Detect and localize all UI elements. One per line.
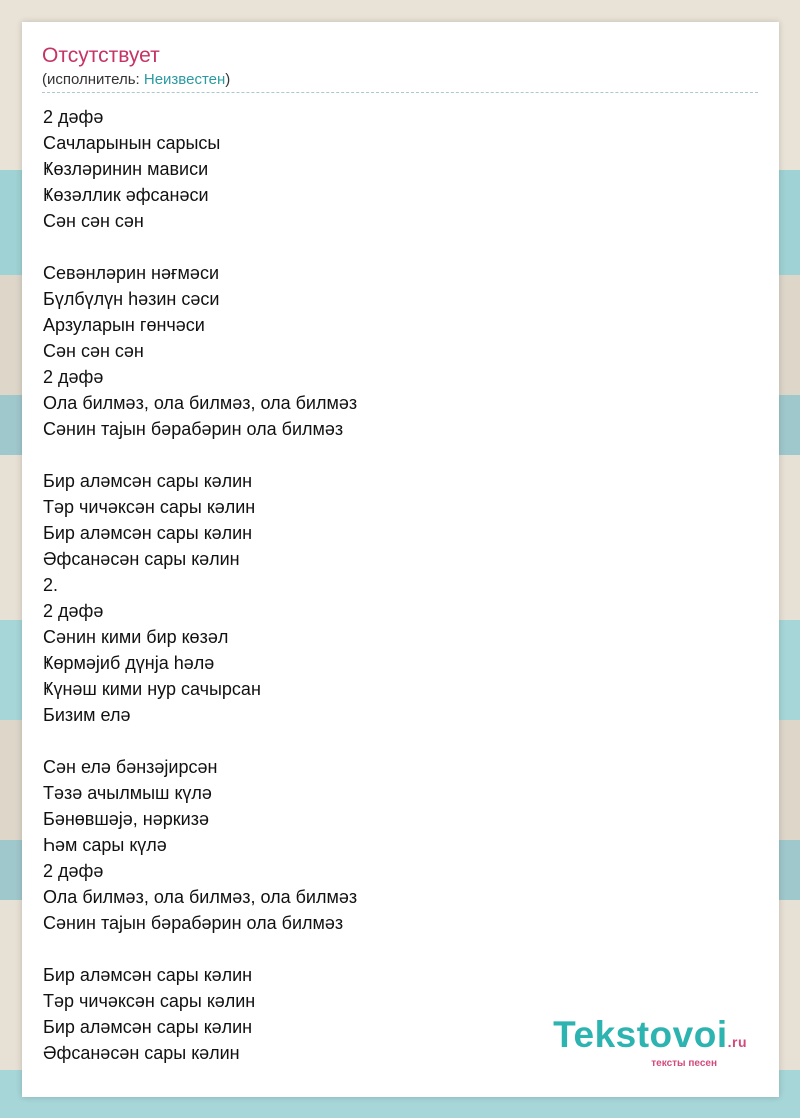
lyric-line: Тәр чичәксән сары кәлин [43,991,256,1011]
lyric-line: Сән сән сән [43,211,144,231]
lyric-line: Сән сән сән [43,341,144,361]
lyric-line: Әфсанәсән сары кәлин [43,1043,240,1063]
lyric-line: 2 дәфә [43,107,104,127]
lyric-line: Севәнләрин нәғмәси [43,263,220,283]
lyric-blank-line [43,442,357,468]
lyric-line: Бир аләмсән сары кәлин [43,1017,253,1037]
lyric-line: Һәм сары күлә [43,835,167,855]
lyric-line: Әфсанәсән сары кәлин [43,549,240,569]
lyric-line: Сәнин тајын бәрабәрин ола билмәз [43,913,344,933]
artist-prefix: (исполнитель: [42,71,144,88]
lyric-line: Арзуларын гөнчәси [43,315,205,335]
lyric-blank-line [43,936,357,962]
lyric-line: Бир аләмсән сары кәлин [43,471,253,491]
lyric-line: Сәнин кими бир көзәл [43,627,229,647]
song-title: Отсутствует [42,44,160,67]
lyric-line: Тәзә ачылмыш күлә [43,783,212,803]
lyric-line: Ола билмәз, ола билмәз, ола билмәз [43,887,358,907]
artist-link[interactable]: Неизвестен [143,71,226,88]
logo-tagline: тексты песен [651,1058,717,1069]
lyric-line: 2 дәфә [43,861,104,881]
lyric-line: Сән елә бәнзәјирсән [43,757,218,777]
lyric-line: 2. [43,575,59,595]
logo-name: Tekstovoi [553,1014,728,1055]
lyric-line: Бизим елә [43,705,131,725]
site-logo[interactable] [553,1014,747,1069]
lyric-blank-line [43,728,357,754]
lyric-line: Бир аләмсән сары кәлин [43,965,253,985]
lyric-blank-line [43,234,357,260]
lyrics-body [43,104,357,1066]
lyric-line: 2 дәфә [43,367,104,387]
lyric-line: Бир аләмсән сары кәлин [43,523,253,543]
artist-line [42,70,758,90]
lyric-line: Бүлбүлүн һәзин сәси [43,289,220,309]
lyric-line: Ҝөзләринин мависи [43,159,209,179]
lyric-line: 2 дәфә [43,601,104,621]
lyric-line: Тәр чичәксән сары кәлин [43,497,256,517]
lyric-line: Ҝөрмәјиб дүнја һәлә [43,653,215,673]
lyric-line: Ҝөзәллик әфсанәси [43,185,209,205]
lyric-line: Ола билмәз, ола билмәз, ола билмәз [43,393,358,413]
lyric-line: Сәнин тајын бәрабәрин ола билмәз [43,419,344,439]
artist-suffix: ) [225,71,231,88]
lyric-line: Сачларынын сарысы [43,133,221,153]
lyric-line: Бәнөвшәјә, нәркизә [43,809,209,829]
logo-tld: .ru [727,1034,747,1050]
lyric-line: Ҝүнәш кими нур сачырсан [43,679,261,699]
song-header [42,42,758,93]
lyrics-page [22,22,779,1097]
